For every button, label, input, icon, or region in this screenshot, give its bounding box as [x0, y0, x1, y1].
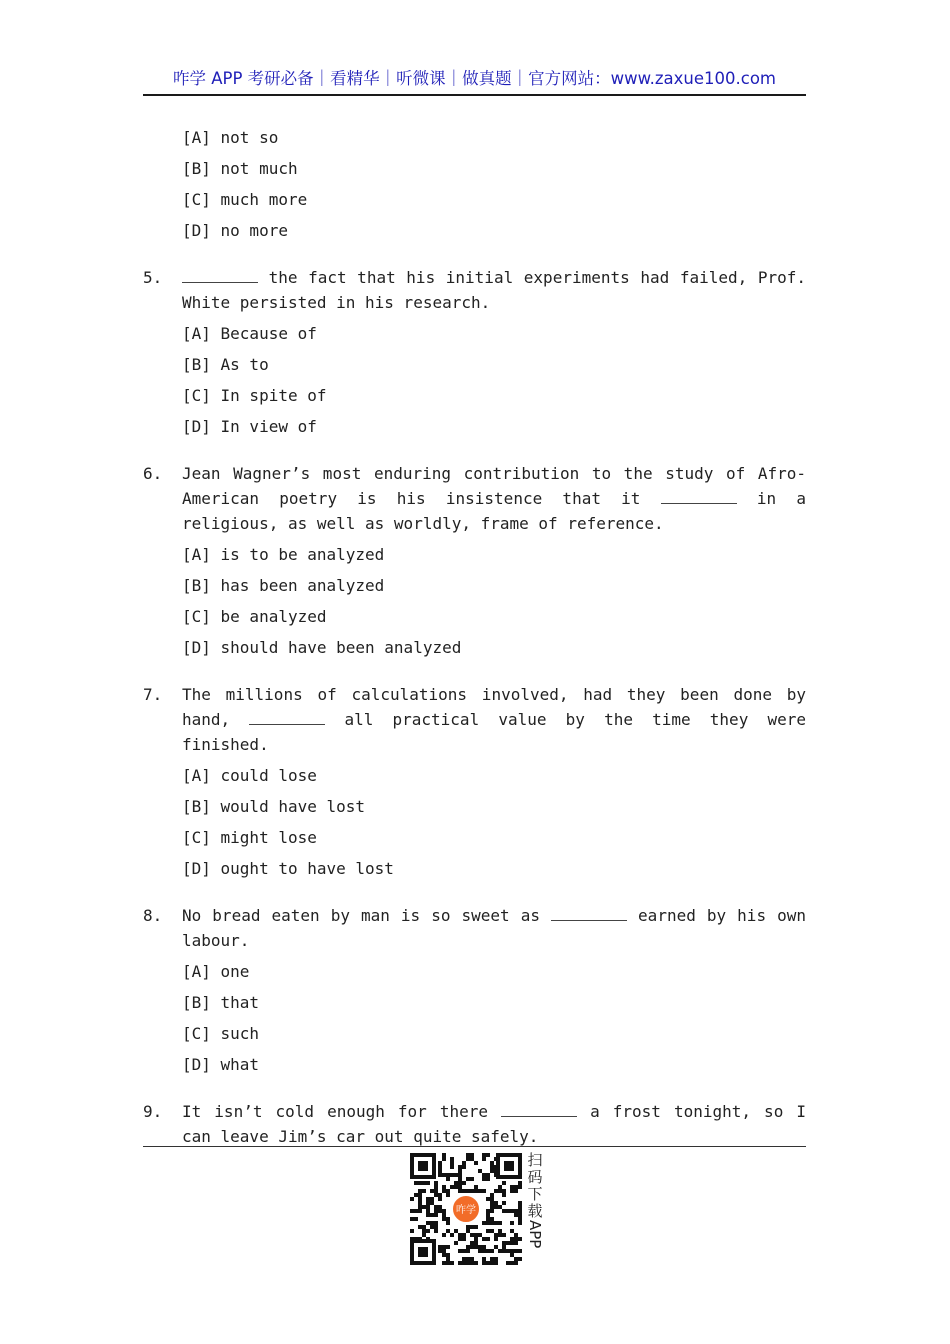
scan-download-text: 扫 码 下 载 — [527, 1151, 543, 1220]
option-d: [D] what — [182, 1055, 260, 1074]
question-7 — [143, 682, 806, 884]
option-c: [C] much more — [182, 190, 308, 209]
question-5 — [143, 265, 806, 442]
question-8 — [143, 903, 806, 1080]
question-number: 7. — [143, 685, 163, 704]
question-text: It isn’t cold enough for there a frost tonight, so I can leave Jim’s car out quite safely. — [182, 1102, 806, 1146]
option-d: [D] should have been analyzed — [182, 638, 462, 657]
question-text: the fact that his initial experiments had failed, Prof. White persisted in his research. — [182, 268, 806, 312]
question-number: 5. — [143, 268, 163, 287]
option-b: [B] not much — [182, 159, 298, 178]
option-d: [D] ought to have lost — [182, 859, 394, 878]
option-c: [C] In spite of — [182, 386, 327, 405]
option-b: [B] has been analyzed — [182, 576, 385, 595]
answer-blank — [182, 268, 258, 283]
answer-blank — [249, 710, 325, 725]
answer-blank — [661, 489, 737, 504]
question-number: 8. — [143, 906, 163, 925]
question-content — [143, 122, 806, 1152]
option-a: [A] one — [182, 962, 250, 981]
question-text: No bread eaten by man is so sweet as earned by his own labour. — [182, 906, 807, 950]
header-text: 咋学 APP 考研必备｜看精华｜听微课｜做真题｜官方网站：www.zaxue100.com — [172, 69, 776, 88]
question-6 — [143, 461, 806, 663]
option-b: [B] As to — [182, 355, 269, 374]
scan-download-label — [526, 1152, 544, 1248]
option-c: [C] be analyzed — [182, 607, 327, 626]
footer-divider — [143, 1146, 806, 1147]
option-d: [D] no more — [182, 221, 288, 240]
question-text: Jean Wagner’s most enduring contribution to the study of Afro-American poetry is his insistence that it in a religious, as well as worldly, frame of reference. — [182, 464, 807, 533]
q4-options — [143, 122, 806, 246]
qr-code-icon — [409, 1152, 523, 1266]
question-text: The millions of calculations involved, had they been done by hand, all practical value by the time they were finished. — [182, 685, 807, 754]
option-a: [A] Because of — [182, 324, 317, 343]
option-a: [A] not so — [182, 128, 279, 147]
option-c: [C] might lose — [182, 828, 317, 847]
page-header — [143, 66, 806, 96]
question-number: 6. — [143, 464, 163, 483]
option-b: [B] that — [182, 993, 260, 1012]
option-c: [C] such — [182, 1024, 260, 1043]
question-number: 9. — [143, 1102, 163, 1121]
answer-blank — [551, 906, 627, 921]
option-a: [A] could lose — [182, 766, 317, 785]
option-d: [D] In view of — [182, 417, 317, 436]
option-b: [B] would have lost — [182, 797, 366, 816]
answer-blank — [501, 1102, 577, 1117]
svg-text:咋学: 咋学 — [456, 1205, 476, 1216]
question-9 — [143, 1099, 806, 1149]
scan-download-app: APP — [526, 1220, 544, 1249]
option-a: [A] is to be analyzed — [182, 545, 385, 564]
